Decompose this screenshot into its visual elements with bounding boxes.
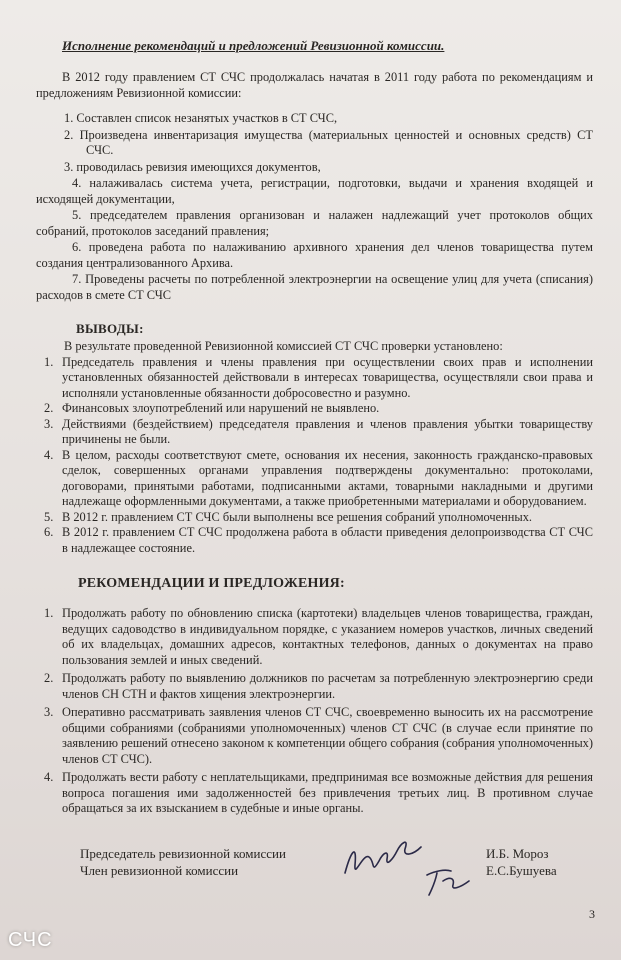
recommendations-heading: РЕКОМЕНДАЦИИ И ПРЕДЛОЖЕНИЯ: bbox=[78, 576, 345, 591]
item-number: 2. bbox=[64, 127, 74, 142]
signature-2 bbox=[427, 870, 469, 895]
item-number: 1. bbox=[44, 354, 54, 369]
list-item bbox=[36, 525, 593, 556]
document-title: Исполнение рекомендаций и предложений Ревизионной комиссии. bbox=[62, 38, 445, 53]
item-number: 5. bbox=[72, 208, 82, 222]
item-number: 6. bbox=[72, 240, 82, 254]
list-item bbox=[36, 417, 593, 448]
recommendations-list bbox=[36, 606, 593, 817]
item-number: 2. bbox=[44, 401, 54, 415]
list-item bbox=[36, 208, 593, 239]
item-text: Продолжать вести работу с неплательщиками, предпринимая все возможные действия для решения вопроса погашения ими задолженностей без привлечения третьих лиц. В противном случае обращаться за их взысканием в судебные и иные органы. bbox=[62, 770, 593, 815]
list-item bbox=[36, 160, 593, 176]
item-text: проводилась ревизия имеющихся документов, bbox=[76, 159, 321, 174]
list-item bbox=[36, 111, 593, 127]
member-role: Член ревизионной комиссии bbox=[80, 862, 239, 878]
list-item bbox=[36, 705, 593, 767]
item-text: Действиями (бездействием) председателя правления и членов правления убытки товариществу причинены не были. bbox=[62, 416, 593, 446]
item-text: Проведены расчеты по потребленной электроэнергии на освещение улиц для учета (списания) расходов в смете СТ СЧС bbox=[36, 272, 593, 302]
item-number: 2. bbox=[44, 671, 54, 685]
item-number: 1. bbox=[64, 111, 74, 125]
conclusions-intro: В результате проведенной Ревизионной комиссией СТ СЧС проверки установлено: bbox=[64, 339, 503, 353]
list-item bbox=[36, 240, 593, 271]
item-number: 3. bbox=[44, 416, 54, 431]
item-number: 4. bbox=[72, 176, 82, 190]
item-text: Финансовых злоупотреблений или нарушений не выявлено. bbox=[62, 401, 380, 415]
item-number: 3. bbox=[64, 159, 74, 174]
execution-list bbox=[36, 111, 593, 303]
item-number: 7. bbox=[72, 272, 82, 286]
item-number: 4. bbox=[44, 447, 54, 462]
list-item bbox=[36, 770, 593, 817]
handwritten-signatures bbox=[331, 831, 481, 901]
list-item bbox=[36, 448, 593, 510]
item-text: налаживалась система учета, регистрации, подготовки, выдачи и хранения входящей и исходящей документации, bbox=[36, 176, 593, 206]
item-text: В 2012 г. правлением СТ СЧС продолжена работа в области приведения делопроизводства СТ СЧС в надлежащее состояние. bbox=[62, 525, 593, 555]
watermark: СЧС bbox=[8, 929, 53, 951]
item-number: 6. bbox=[44, 525, 54, 539]
chairman-role: Председатель ревизионной комиссии bbox=[80, 845, 286, 861]
list-item bbox=[36, 272, 593, 303]
item-text: Председатель правления и члены правления при осуществлении своих прав и исполнении установленных обязанностей действовали в интересах товарищества, осуществляли свои права и исполняли установленные обязанности добросовестно и разумно. bbox=[62, 354, 593, 400]
chairman-name: И.Б. Мороз bbox=[486, 845, 549, 861]
item-text: В 2012 г. правлением СТ СЧС были выполнены все решения собраний уполномоченных. bbox=[62, 509, 533, 524]
item-text: Продолжать работу по выявлению должников по расчетам за потребленную электроэнергию среди членов СН СТН и фактов хищения электроэнергии. bbox=[62, 671, 593, 701]
list-item bbox=[36, 510, 593, 526]
item-text: Оперативно рассматривать заявления членов СТ СЧС, своевременно выносить их на рассмотрение общими собраниями (собраниями уполномоченных) членов СТ СЧС (в случае если принятие по заявлению решений отнесено законом к компетенции общего собрания (собрания уполномоченных) членов СТ СЧС). bbox=[62, 705, 593, 766]
item-number: 5. bbox=[44, 509, 54, 524]
item-text: Продолжать работу по обновлению списка (картотеки) владельцев членов товарищества, граждан, ведущих садоводство в индивидуальном порядке, с указанием номеров участков, личных сведений об их владельцах, домашних адресов, контактных телефонов, данных о документах на право пользования землей и иных сведений. bbox=[62, 606, 593, 667]
item-text: В целом, расходы соответствуют смете, основания их несения, законность гражданско-правовых сделок, совершенных органами управления подтверждены документально: протоколами, договорами, принятыми работами, подписанными актами, товарными накладными и другими надлежаще оформленными документами, а также приобретенными материалами и оборудованием. bbox=[62, 447, 593, 508]
intro-paragraph: В 2012 году правлением СТ СЧС продолжалась начатая в 2011 году работа по рекомендациям и предложениям Ревизионной комиссии: bbox=[36, 70, 593, 100]
item-text: Составлен список незанятых участков в СТ СЧС, bbox=[76, 111, 338, 125]
item-text: Произведена инвентаризация имущества (материальных ценностей и основных средств) СТ СЧС. bbox=[79, 127, 593, 157]
signature-roles bbox=[80, 845, 286, 879]
item-number: 3. bbox=[44, 705, 54, 719]
list-item bbox=[36, 176, 593, 207]
member-name: Е.С.Бушуева bbox=[486, 862, 557, 878]
conclusions-list bbox=[36, 355, 593, 557]
list-item bbox=[36, 355, 593, 402]
list-item bbox=[36, 401, 593, 417]
item-text: председателем правления организован и налажен надлежащий учет протоколов общих собраний, протоколов заседаний правления; bbox=[36, 208, 593, 238]
item-number: 1. bbox=[44, 606, 54, 620]
conclusions-heading: ВЫВОДЫ: bbox=[76, 321, 144, 336]
list-item bbox=[36, 606, 593, 668]
signature-names bbox=[486, 845, 557, 879]
item-number: 4. bbox=[44, 770, 54, 784]
item-text: проведена работа по налаживанию архивного хранения дел членов товарищества путем создания централизованного Архива. bbox=[36, 240, 593, 270]
signature-block bbox=[36, 845, 593, 889]
signature-1 bbox=[345, 842, 421, 873]
page-number: 3 bbox=[589, 907, 595, 921]
list-item bbox=[36, 128, 593, 159]
list-item bbox=[36, 671, 593, 702]
